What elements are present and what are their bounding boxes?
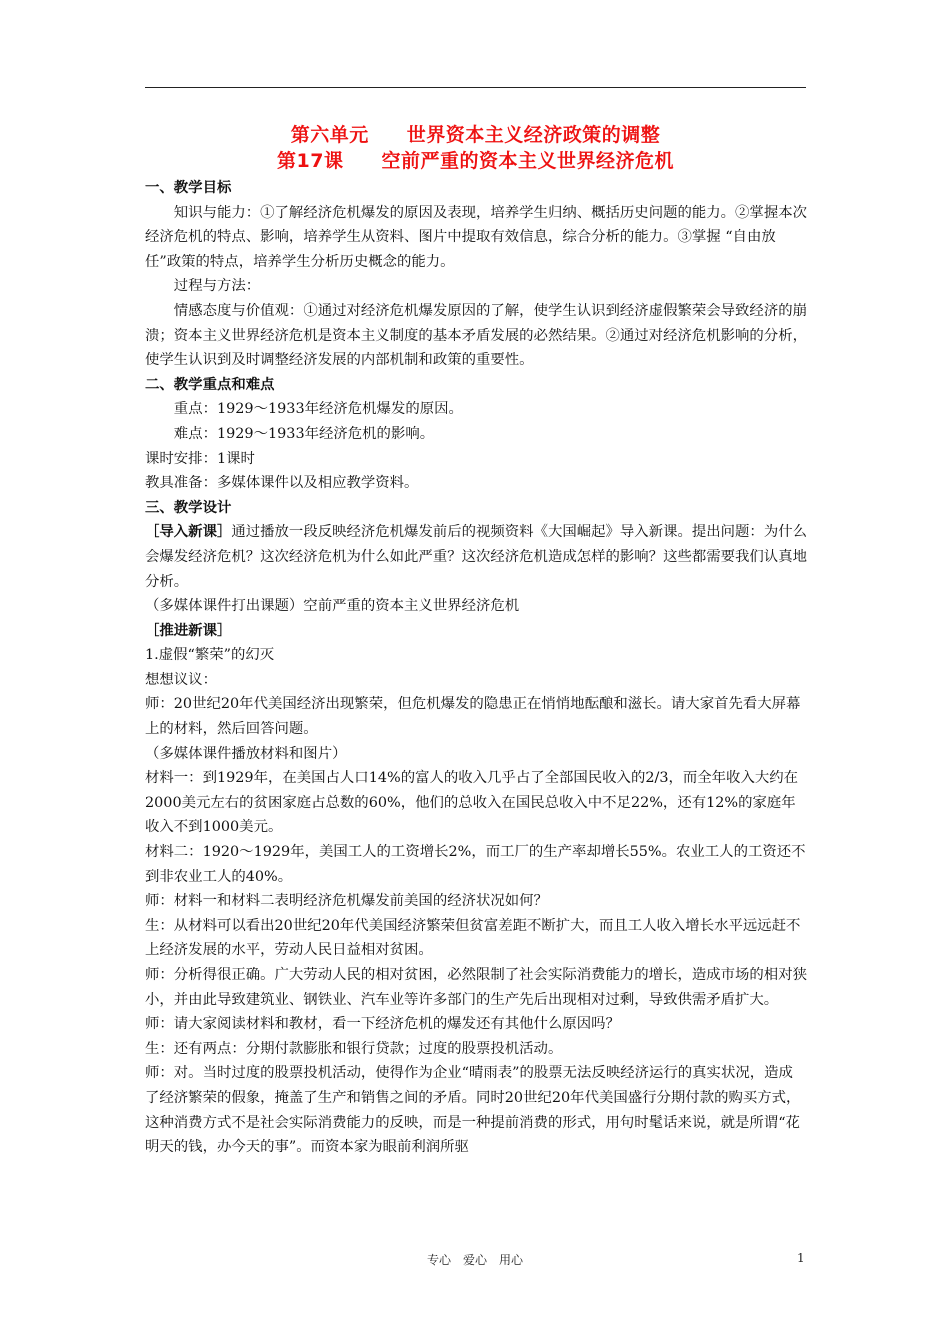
body-text: [145, 176, 807, 1160]
unit-name: 世界资本主义经济政策的调整: [406, 124, 661, 146]
paragraph-teacher-4: 师：请大家阅读材料和教材，看一下经济危机的爆发还有其他什么原因吗？: [145, 1016, 620, 1033]
title-block: [145, 122, 806, 174]
paragraph-key-point: 重点：1929～1933年经济危机爆发的原因。: [173, 401, 463, 418]
paragraph-teacher-3: 师：分析得很正确。广大劳动人民的相对贫困，必然限制了社会实际消费能力的增长，造成市场的相对狭小，并由此导致建筑业、钢铁业、汽车业等许多部门的生产先后出现相对过剩，导致供需矛盾扩大。: [145, 967, 807, 1008]
paragraph-material-2: 材料二：1920～1929年，美国工人的工资增长2%，而工厂的生产率却增长55%。农业工人的工资还不到非农业工人的40%。: [145, 844, 806, 885]
lesson-name: 空前严重的资本主义世界经济危机: [381, 150, 674, 172]
paragraph-introduction: [145, 520, 807, 594]
new-lesson-label: ［推进新课］: [145, 622, 232, 639]
paragraph-knowledge-ability: 知识与能力：①了解经济危机爆发的原因及表现，培养学生归纳、概括历史问题的能力。②掌握本次经济危机的特点、影响，培养学生从资料、图片中提取有效信息，综合分析的能力。③掌握 “自由放任”政策的特点，培养学生分析历史概念的能力。: [145, 204, 807, 270]
paragraph-teacher-5: 师：对。当时过度的股票投机活动，使得作为企业“晴雨表”的股票无法反映经济运行的真实状况，造成了经济繁荣的假象，掩盖了生产和销售之间的矛盾。同时20世纪20年代美国盛行分期付款的购买方式，这种消费方式不是社会实际消费能力的反映，而是一种提前消费的形式，用句时髦话来说，就是所谓“花明天的钱，办今天的事”。而资本家为眼前利润所驱: [145, 1065, 801, 1156]
paragraph-teacher-2: 师：材料一和材料二表明经济危机爆发前美国的经济状况如何？: [145, 893, 548, 910]
subheading-false-prosperity: 1.虚假“繁荣”的幻灭: [145, 647, 275, 664]
lesson-title: [145, 148, 806, 174]
paragraph-emotion-values: 情感态度与价值观：①通过对经济危机爆发原因的了解，使学生认识到经济虚假繁荣会导致经济的崩溃；资本主义世界经济危机是资本主义制度的基本矛盾发展的必然结果。②通过对经济危机影响的分析，使学生认识到及时调整经济发展的内部机制和政策的重要性。: [145, 302, 807, 369]
paragraph-student-1: 生：从材料可以看出20世纪20年代美国经济繁荣但贫富差距不断扩大，而且工人收入增长水平远远赶不上经济发展的水平，劳动人民日益相对贫困。: [145, 917, 801, 959]
unit-number: 第六单元: [290, 124, 369, 146]
paragraph-topic: （多媒体课件打出课题）空前严重的资本主义世界经济危机: [145, 598, 520, 615]
paragraph-media-note: （多媒体课件播放材料和图片）: [145, 745, 347, 762]
paragraph-schedule: 课时安排：1课时: [145, 450, 255, 467]
header-rule: [145, 87, 806, 88]
paragraph-teaching-aids: 教具准备：多媒体课件以及相应教学资料。: [145, 475, 419, 492]
section-heading-design: 三、教学设计: [145, 499, 232, 516]
unit-title: [145, 122, 806, 148]
section-heading-objectives: 一、教学目标: [145, 180, 232, 196]
footer-motto: 专心 爱心 用心: [426, 1253, 523, 1267]
paragraph-student-2: 生：还有两点：分期付款膨胀和银行贷款；过度的股票投机活动。: [145, 1040, 563, 1057]
page-number: 1: [797, 1251, 805, 1265]
intro-label: ［导入新课］: [145, 524, 232, 541]
paragraph-discuss: 想想议议：: [145, 671, 217, 688]
paragraph-teacher-1: 师：20世纪20年代美国经济出现繁荣，但危机爆发的隐患正在悄悄地酝酿和滋长。请大家首先看大屏幕上的材料，然后回答问题。: [145, 696, 801, 738]
intro-text: 通过播放一段反映经济危机爆发前后的视频资料《大国崛起》导入新课。提出问题：为什么会爆发经济危机？这次经济危机为什么如此严重？这次经济危机造成怎样的影响？这些都需要我们认真地分析。: [145, 524, 807, 590]
paragraph-material-1: 材料一：到1929年，在美国占人口14%的富人的收入几乎占了全部国民收入的2/3，而全年收入大约在2000美元左右的贫困家庭占总数的60%，他们的总收入在国民总收入中不足22%，还有12%的家庭年收入不到1000美元。: [145, 770, 799, 836]
paragraph-difficulty: 难点：1929～1933年经济危机的影响。: [173, 425, 435, 442]
paragraph-process-method: 过程与方法：: [173, 278, 261, 295]
lesson-number: 第17课: [277, 150, 344, 172]
section-heading-key-points: 二、教学重点和难点: [145, 376, 275, 393]
